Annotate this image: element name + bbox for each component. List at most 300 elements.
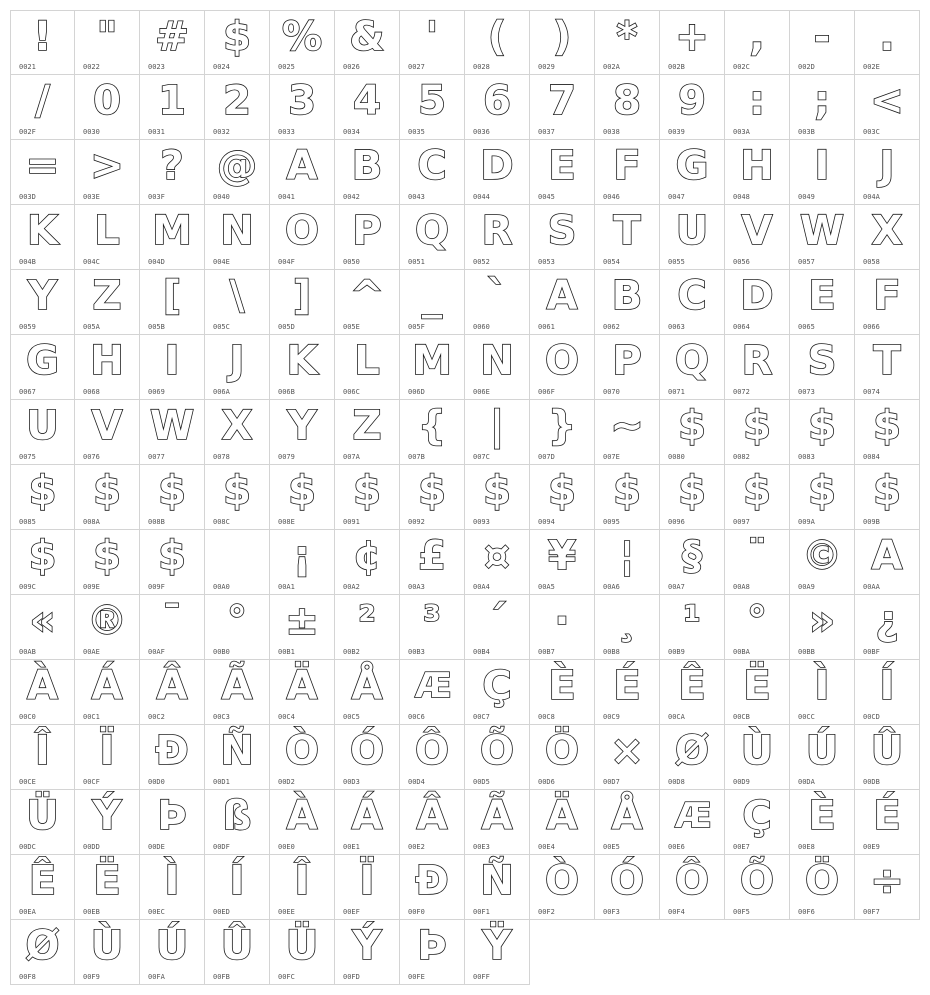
glyph-code-label: 0083	[798, 453, 815, 461]
glyph-cell	[75, 790, 140, 855]
glyph-code-label: 0076	[83, 453, 100, 461]
glyph-code-label: 005B	[148, 323, 165, 331]
glyph-sample: *	[616, 14, 638, 60]
glyph-code-label: 00CA	[668, 713, 685, 721]
glyph-sample: X	[221, 403, 253, 449]
glyph-code-label: 0033	[278, 128, 295, 136]
glyph-sample: K	[286, 338, 318, 384]
glyph-sample: Ò	[284, 728, 319, 774]
glyph-cell	[75, 725, 140, 790]
glyph-code-label: 00D9	[733, 778, 750, 786]
glyph-sample: ?	[160, 143, 184, 189]
glyph-cell	[790, 75, 855, 140]
glyph-sample: Â	[156, 663, 188, 709]
glyph-sample: Ò	[544, 858, 579, 904]
glyph-cell	[335, 10, 400, 75]
glyph-code-label: 00D4	[408, 778, 425, 786]
glyph-cell	[75, 400, 140, 465]
glyph-sample: C	[677, 273, 707, 319]
glyph-cell	[335, 140, 400, 205]
glyph-sample: ©	[802, 533, 842, 579]
glyph-code-label: 0064	[733, 323, 750, 331]
glyph-code-label: 0031	[148, 128, 165, 136]
glyph-code-label: 00F7	[863, 908, 880, 916]
glyph-code-label: 0054	[603, 258, 620, 266]
glyph-sample: Å	[351, 663, 383, 709]
glyph-code-label: 00FB	[213, 973, 230, 981]
glyph-sample: Ñ	[220, 728, 254, 774]
glyph-sample: 9	[678, 78, 706, 124]
glyph-code-label: 00E0	[278, 843, 295, 851]
glyph-code-label: 004E	[213, 258, 230, 266]
glyph-cell	[400, 75, 465, 140]
glyph-code-label: 0040	[213, 193, 230, 201]
glyph-sample: U	[26, 403, 59, 449]
glyph-sample: _	[422, 273, 442, 319]
glyph-sample: Ü	[285, 923, 319, 969]
glyph-code-label: 00EF	[343, 908, 360, 916]
glyph-cell	[530, 270, 595, 335]
glyph-code-label: 004C	[83, 258, 100, 266]
glyph-code-label: 004F	[278, 258, 295, 266]
glyph-cell	[270, 530, 335, 595]
glyph-code-label: 00F8	[19, 973, 36, 981]
glyph-sample: %	[281, 14, 323, 60]
glyph-cell	[530, 790, 595, 855]
glyph-code-label: 0028	[473, 63, 490, 71]
glyph-cell	[75, 595, 140, 660]
glyph-cell	[660, 595, 725, 660]
glyph-cell	[205, 725, 270, 790]
glyph-cell	[75, 205, 140, 270]
glyph-code-label: 002F	[19, 128, 36, 136]
glyph-code-label: 002E	[863, 63, 880, 71]
glyph-sample: 3	[288, 78, 316, 124]
glyph-code-label: 0021	[19, 63, 36, 71]
glyph-code-label: 006B	[278, 388, 295, 396]
glyph-sample: K	[27, 208, 58, 254]
glyph-cell	[205, 205, 270, 270]
glyph-sample: =	[25, 143, 60, 189]
glyph-cell	[465, 725, 530, 790]
glyph-code-label: 00AB	[19, 648, 36, 656]
glyph-sample: Á	[91, 663, 123, 709]
glyph-code-label: 0063	[668, 323, 685, 331]
glyph-code-label: 006E	[473, 388, 490, 396]
glyph-code-label: 005E	[343, 323, 360, 331]
glyph-code-label: 0029	[538, 63, 555, 71]
glyph-cell	[855, 530, 920, 595]
glyph-cell	[335, 400, 400, 465]
glyph-code-label: 00F1	[473, 908, 490, 916]
glyph-code-label: 003B	[798, 128, 815, 136]
glyph-cell	[270, 75, 335, 140]
glyph-code-label: 0093	[473, 518, 490, 526]
glyph-sample: Ð	[415, 858, 449, 904]
glyph-code-label: 00F5	[733, 908, 750, 916]
glyph-sample: Ç	[742, 793, 772, 839]
glyph-cell	[465, 790, 530, 855]
glyph-sample: Ñ	[480, 858, 514, 904]
glyph-cell	[855, 855, 920, 920]
glyph-sample: È	[808, 793, 836, 839]
glyph-cell	[790, 465, 855, 530]
glyph-sample: L	[94, 208, 120, 254]
glyph-code-label: 009E	[83, 583, 100, 591]
glyph-code-label: 004B	[19, 258, 36, 266]
glyph-cell	[10, 335, 75, 400]
glyph-cell	[855, 10, 920, 75]
glyph-code-label: 009C	[19, 583, 36, 591]
glyph-code-label: 00CF	[83, 778, 100, 786]
glyph-code-label: 00A6	[603, 583, 620, 591]
glyph-cell	[530, 10, 595, 75]
glyph-cell	[465, 465, 530, 530]
glyph-sample: M	[412, 338, 452, 384]
glyph-code-label: 00CD	[863, 713, 880, 721]
glyph-code-label: 00F0	[408, 908, 425, 916]
glyph-cell	[725, 75, 790, 140]
glyph-cell	[660, 270, 725, 335]
glyph-sample: Ô	[674, 858, 709, 904]
glyph-code-label: 009B	[863, 518, 880, 526]
glyph-cell	[400, 465, 465, 530]
glyph-cell	[725, 595, 790, 660]
glyph-sample: ¯	[162, 598, 182, 644]
glyph-cell	[270, 855, 335, 920]
glyph-sample: Ø	[25, 923, 60, 969]
glyph-cell	[270, 400, 335, 465]
glyph-sample: Û	[220, 923, 254, 969]
glyph-code-label: 00B2	[343, 648, 360, 656]
glyph-sample: Õ	[479, 728, 514, 774]
glyph-sample: )	[552, 14, 572, 60]
glyph-code-label: 0057	[798, 258, 815, 266]
glyph-sample: Â	[416, 793, 448, 839]
glyph-cell	[140, 855, 205, 920]
glyph-sample: O	[544, 338, 579, 384]
glyph-cell	[335, 270, 400, 335]
glyph-sample: $	[223, 468, 251, 514]
glyph-code-label: 0047	[668, 193, 685, 201]
glyph-sample: $	[418, 468, 446, 514]
glyph-sample: G	[26, 338, 59, 384]
glyph-sample: W	[799, 208, 845, 254]
glyph-code-label: 00F3	[603, 908, 620, 916]
glyph-sample: }	[547, 403, 577, 449]
glyph-sample: $	[743, 403, 771, 449]
glyph-sample: W	[149, 403, 195, 449]
glyph-cell	[335, 205, 400, 270]
glyph-code-label: 00EB	[83, 908, 100, 916]
glyph-cell	[595, 75, 660, 140]
glyph-code-label: 0092	[408, 518, 425, 526]
glyph-cell	[725, 140, 790, 205]
glyph-sample: $	[678, 403, 706, 449]
glyph-cell	[10, 140, 75, 205]
glyph-code-label: 00F4	[668, 908, 685, 916]
glyph-code-label: 00B7	[538, 648, 555, 656]
glyph-cell	[660, 660, 725, 725]
glyph-code-label: 0080	[668, 453, 685, 461]
glyph-cell	[75, 10, 140, 75]
glyph-cell	[595, 10, 660, 75]
glyph-sample: $	[873, 403, 901, 449]
glyph-cell	[725, 270, 790, 335]
glyph-code-label: 0075	[19, 453, 36, 461]
glyph-sample: S	[807, 338, 837, 384]
glyph-sample: P	[352, 208, 382, 254]
glyph-code-label: 00B3	[408, 648, 425, 656]
glyph-code-label: 0022	[83, 63, 100, 71]
glyph-cell	[530, 205, 595, 270]
glyph-cell	[270, 205, 335, 270]
glyph-sample: $	[808, 403, 836, 449]
glyph-sample: \	[229, 273, 245, 319]
glyph-cell	[335, 75, 400, 140]
glyph-cell	[140, 595, 205, 660]
glyph-sample: |	[489, 403, 505, 449]
glyph-sample: »	[809, 598, 835, 644]
glyph-sample: Ç	[482, 663, 512, 709]
glyph-sample: I	[814, 143, 830, 189]
glyph-sample: $	[678, 468, 706, 514]
glyph-cell	[140, 205, 205, 270]
glyph-cell	[205, 855, 270, 920]
glyph-cell	[400, 725, 465, 790]
glyph-cell	[270, 660, 335, 725]
glyph-sample: Ä	[286, 663, 318, 709]
glyph-cell	[140, 270, 205, 335]
glyph-sample: ®	[87, 598, 127, 644]
glyph-cell	[530, 465, 595, 530]
glyph-code-label: 0095	[603, 518, 620, 526]
glyph-code-label: 00DA	[798, 778, 815, 786]
glyph-cell	[465, 10, 530, 75]
glyph-code-label: 004A	[863, 193, 880, 201]
glyph-code-label: 008A	[83, 518, 100, 526]
glyph-code-label: 00DC	[19, 843, 36, 851]
glyph-code-label: 00DE	[148, 843, 165, 851]
glyph-sample: ß	[222, 793, 252, 839]
glyph-code-label: 00D1	[213, 778, 230, 786]
glyph-code-label: 0066	[863, 323, 880, 331]
glyph-sample: É	[873, 793, 901, 839]
glyph-cell	[335, 855, 400, 920]
glyph-sample: A	[546, 273, 578, 319]
glyph-sample: ¸	[617, 598, 637, 644]
glyph-code-label: 00C3	[213, 713, 230, 721]
glyph-cell	[855, 660, 920, 725]
glyph-cell	[465, 855, 530, 920]
glyph-code-label: 0043	[408, 193, 425, 201]
glyph-cell	[855, 465, 920, 530]
glyph-cell	[400, 270, 465, 335]
glyph-cell	[335, 725, 400, 790]
glyph-cell	[205, 335, 270, 400]
glyph-cell	[660, 335, 725, 400]
glyph-code-label: 00C5	[343, 713, 360, 721]
glyph-sample: P	[612, 338, 642, 384]
glyph-sample: ´	[487, 598, 507, 644]
glyph-sample: D	[740, 273, 774, 319]
glyph-sample: ²	[358, 598, 376, 644]
glyph-sample: $	[28, 468, 57, 514]
glyph-sample: Ô	[414, 728, 449, 774]
glyph-code-label: 00A9	[798, 583, 815, 591]
glyph-sample: Í	[879, 663, 895, 709]
glyph-code-label: 0026	[343, 63, 360, 71]
glyph-cell	[270, 465, 335, 530]
glyph-cell	[530, 530, 595, 595]
glyph-cell	[790, 400, 855, 465]
glyph-code-label: 00C6	[408, 713, 425, 721]
glyph-cell	[10, 660, 75, 725]
glyph-cell	[855, 205, 920, 270]
glyph-sample: Ë	[743, 663, 771, 709]
glyph-cell	[10, 270, 75, 335]
glyph-cell	[790, 335, 855, 400]
glyph-cell	[335, 530, 400, 595]
glyph-sample: $	[743, 468, 771, 514]
glyph-grid	[10, 10, 920, 985]
glyph-code-label: 00B1	[278, 648, 295, 656]
glyph-cell	[140, 335, 205, 400]
glyph-code-label: 0055	[668, 258, 685, 266]
glyph-sample: J	[879, 143, 895, 189]
glyph-cell	[205, 660, 270, 725]
glyph-cell	[595, 465, 660, 530]
glyph-code-label: 00C0	[19, 713, 36, 721]
glyph-cell	[10, 725, 75, 790]
glyph-code-label: 0071	[668, 388, 685, 396]
glyph-cell	[660, 140, 725, 205]
glyph-cell	[400, 790, 465, 855]
glyph-cell	[530, 140, 595, 205]
glyph-code-label: 00B8	[603, 648, 620, 656]
glyph-code-label: 00A4	[473, 583, 490, 591]
glyph-sample: $	[93, 468, 121, 514]
glyph-code-label: 00B4	[473, 648, 490, 656]
glyph-sample: $	[353, 468, 381, 514]
glyph-sample: F	[873, 273, 901, 319]
glyph-sample: $	[158, 468, 186, 514]
glyph-code-label: 002A	[603, 63, 620, 71]
glyph-code-label: 0049	[798, 193, 815, 201]
glyph-cell	[595, 400, 660, 465]
glyph-cell	[595, 205, 660, 270]
glyph-sample: Ü	[26, 793, 59, 839]
glyph-cell	[725, 400, 790, 465]
glyph-code-label: 0050	[343, 258, 360, 266]
glyph-cell	[400, 205, 465, 270]
glyph-cell	[530, 75, 595, 140]
glyph-sample: A	[871, 533, 903, 579]
glyph-cell	[855, 335, 920, 400]
glyph-code-label: 0053	[538, 258, 555, 266]
glyph-cell	[660, 10, 725, 75]
glyph-sample: $	[613, 468, 641, 514]
glyph-cell	[465, 920, 530, 985]
glyph-cell	[140, 75, 205, 140]
glyph-code-label: 00BA	[733, 648, 750, 656]
glyph-code-label: 00F9	[83, 973, 100, 981]
glyph-cell	[205, 10, 270, 75]
glyph-sample: 4	[353, 78, 381, 124]
glyph-sample: §	[682, 533, 702, 579]
glyph-sample: $	[223, 14, 251, 60]
glyph-code-label: 00C9	[603, 713, 620, 721]
glyph-cell	[855, 140, 920, 205]
glyph-sample: E	[808, 273, 836, 319]
glyph-cell	[75, 855, 140, 920]
glyph-code-label: 0094	[538, 518, 555, 526]
glyph-cell	[75, 530, 140, 595]
glyph-sample: °	[227, 598, 247, 644]
glyph-cell	[400, 660, 465, 725]
glyph-sample	[205, 532, 269, 580]
glyph-code-label: 0034	[343, 128, 360, 136]
glyph-cell	[530, 400, 595, 465]
glyph-cell	[205, 530, 270, 595]
glyph-sample: Ö	[544, 728, 579, 774]
glyph-cell	[205, 140, 270, 205]
glyph-cell	[530, 335, 595, 400]
glyph-cell	[660, 530, 725, 595]
glyph-code-label: 007B	[408, 453, 425, 461]
glyph-sample: >	[90, 143, 124, 189]
glyph-code-label: 00F2	[538, 908, 555, 916]
glyph-code-label: 00FC	[278, 973, 295, 981]
glyph-code-label: 0059	[19, 323, 36, 331]
glyph-code-label: 005D	[278, 323, 295, 331]
glyph-cell	[595, 725, 660, 790]
glyph-code-label: 00A3	[408, 583, 425, 591]
glyph-code-label: 007D	[538, 453, 555, 461]
glyph-cell	[140, 660, 205, 725]
glyph-cell	[660, 205, 725, 270]
glyph-code-label: 007C	[473, 453, 490, 461]
glyph-cell	[75, 140, 140, 205]
glyph-code-label: 0060	[473, 323, 490, 331]
glyph-cell	[10, 75, 75, 140]
glyph-cell	[75, 335, 140, 400]
glyph-code-label: 00CE	[19, 778, 36, 786]
glyph-code-label: 009A	[798, 518, 815, 526]
glyph-cell	[790, 205, 855, 270]
glyph-code-label: 002B	[668, 63, 685, 71]
glyph-code-label: 00EE	[278, 908, 295, 916]
glyph-code-label: 00A8	[733, 583, 750, 591]
glyph-sample: Á	[351, 793, 383, 839]
glyph-code-label: 0062	[603, 323, 620, 331]
glyph-sample: Ä	[546, 793, 578, 839]
glyph-cell	[270, 270, 335, 335]
glyph-sample: ^	[350, 273, 384, 319]
glyph-code-label: 00FF	[473, 973, 490, 981]
glyph-code-label: 0035	[408, 128, 425, 136]
glyph-cell	[595, 270, 660, 335]
glyph-cell	[400, 920, 465, 985]
glyph-sample: ;	[814, 78, 830, 124]
glyph-sample: '	[425, 14, 439, 60]
glyph-sample: 7	[548, 78, 576, 124]
glyph-cell	[140, 920, 205, 985]
glyph-code-label: 00E7	[733, 843, 750, 851]
glyph-cell	[335, 595, 400, 660]
glyph-code-label: 0096	[668, 518, 685, 526]
glyph-code-label: 00DD	[83, 843, 100, 851]
